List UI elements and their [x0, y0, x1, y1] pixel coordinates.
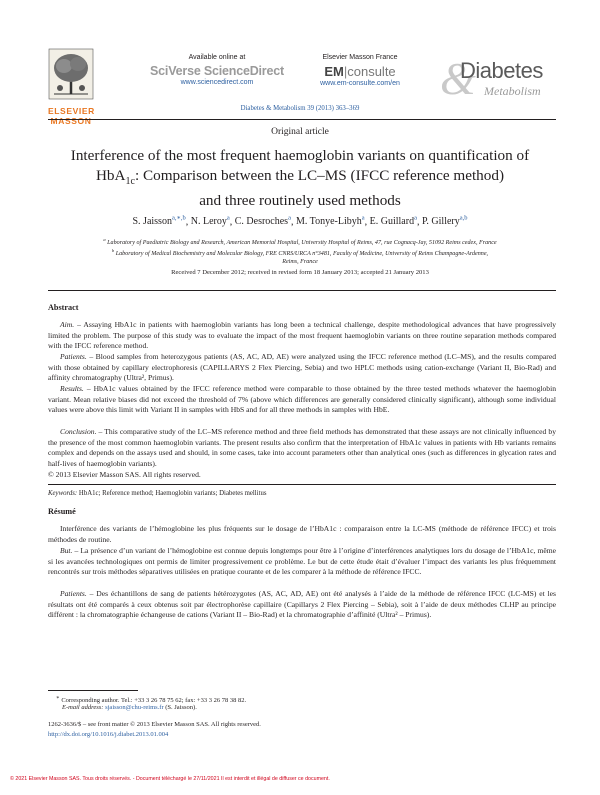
sciverse-logo-text: SciVerse ScienceDirect — [150, 64, 284, 78]
affiliation-a: $^a$ Laboratory of Paediatric Biology and Research, American Memorial Hospital, University Hospital of Reims, 47, rue Cognacq-Jay, 51092 Reims cedex, France — [103, 237, 497, 247]
em-top-label: Elsevier Masson France — [322, 54, 398, 61]
author-3: C. Desroches$^a$ — [234, 215, 291, 228]
keywords-text: HbA1c; Reference method; Haemoglobin variants; Diabetes mellitus — [78, 490, 267, 497]
title-divider — [48, 290, 556, 291]
abstract-aim — [48, 320, 556, 352]
author-4: M. Tonye-Libyh$^a$ — [295, 215, 365, 228]
resume-title: Interférence des variants de l’hémoglobine les plus fréquents sur le dosage de l’HbA1c : comparaison entre la LC-MS (méthode de référence IFCC) et trois méthodes de routine. — [48, 524, 556, 544]
header-divider — [48, 119, 556, 120]
author-1: S. Jaisson$^{a,∗,b}$ — [132, 215, 186, 228]
abstract-results — [48, 384, 556, 416]
em-logo-left: EM — [324, 64, 344, 79]
aim-text: – Assaying HbA1c in patients with haemoglobin variants has long been a technical challenge, despite methodological advances that have progressively limited the problem. The purpose of this study was to evaluate the impact of the most frequent haemoglobin variants on three routine separation methods compared with the IFCC reference method. — [48, 320, 556, 351]
corr-text: Corresponding author. Tel.: +33 3 26 78 75 62; fax: +33 3 26 78 38 82. — [61, 697, 247, 705]
corr-mark: ∗ — [56, 695, 60, 701]
author-6: P. Gillery$^{a,b}$ — [421, 215, 468, 228]
abstract-copyright: © 2013 Elsevier Masson SAS. All rights reserved. — [48, 470, 201, 479]
email-label: E-mail address: — [62, 704, 104, 711]
keywords-line — [48, 489, 556, 500]
diabetes-metabolism-logo — [440, 53, 560, 104]
affiliation-b-city: Reims, France — [282, 259, 318, 266]
author-5: E. Guillard$^a$ — [369, 215, 417, 228]
available-online-label: Available online at — [188, 54, 246, 61]
article-title — [30, 146, 570, 211]
journal-logo-ampersand: & — [440, 53, 476, 104]
title-line-3: and three routinely used methods — [199, 192, 401, 210]
issn-line: 1262-3636/$ – see front matter © 2013 Elsevier Masson SAS. All rights reserved. — [48, 721, 261, 728]
affiliations — [40, 236, 560, 267]
em-consulte-url[interactable]: www.em-consulte.com/en — [320, 80, 400, 87]
title-line-2 — [30, 166, 570, 192]
conclusion-text: – This comparative study of the LC–MS reference method and three field methods has demonstrated that these assays are not clinically influenced by the presence of the most common haemoglobin variants. The present results also confirm that the interpretation of HbA1c values in patients with Hb variants remains complex and depends on the assays used and should, in some cases, take into account parameters other than analytical ones (such as differences in glycation rates and half-lives of haemoglobin variants). — [48, 427, 556, 469]
author-list: S. Jaisson$^{a,∗,b}$, N. Leroy$^a$, C. Desroches$^a$, M. Tonye-Libyh$^a$, E. Guillard$^a$, P. Gillery$^{a,b}$ — [132, 215, 468, 228]
abstract-conclusion — [48, 427, 556, 470]
journal-logo-word: Diabetes — [460, 58, 543, 83]
author-2: N. Leroy$^a$ — [190, 215, 230, 228]
but-label: But. — [60, 546, 73, 555]
abstract-patients — [48, 352, 556, 384]
patients-text: – Blood samples from heterozygous patients (AS, AC, AD, AE) were analyzed using the IFCC reference method (LC–MS), and the results compared with those obtained by capillary electrophoresis (CAPILLARYS 2 Flex Piercing, Sebia) and two HPLC methods using cation-exchange (Variant II, Bio-Rad) and affinity chromatography (Ultra², Primus). — [48, 352, 556, 383]
journal-citation[interactable]: Diabetes & Metabolism 39 (2013) 363–369 — [240, 105, 360, 112]
em-logo-right: consulte — [347, 64, 396, 79]
resume-but — [48, 546, 556, 578]
email-link[interactable]: sjaisson@chu-reims.fr — [105, 704, 164, 711]
affiliation-b: $^b$ Laboratory of Medical Biochemistry and Molecular Biology, FRE CNRS/URCA n°3481, Faculty of Medicine, University of Reims Champagne-Ardenne, — [111, 248, 489, 258]
email-suffix: (S. Jaisson). — [163, 704, 197, 711]
keywords-label: Keywords: — [48, 490, 78, 497]
elsevier-wordmark: ELSEVIER — [48, 106, 95, 116]
results-text: – HbA1c values obtained by the IFCC reference method were comparable to those obtained by the three tested methods whatever the haemoglobin variant. Mean relative biases did not exceed the threshold of 7% (above which differences are generally considered clinically significant), although some individual values were above this limit with Variant II in samples with HbS and for all three methods in samples with HbE. — [48, 384, 556, 415]
resume-heading: Résumé — [48, 507, 76, 516]
sciencedirect-url[interactable]: www.sciencedirect.com — [180, 79, 254, 86]
title-hba-sub: 1c — [125, 175, 135, 187]
abstract-divider — [48, 484, 556, 485]
title-hba: HbA — [95, 166, 126, 184]
resume-patients — [48, 589, 556, 621]
resume-patients-label: Patients. — [60, 589, 87, 598]
title-line-2-rest: : Comparison between the LC–MS (IFCC reference method) — [134, 166, 505, 184]
doi-link[interactable]: http://dx.doi.org/10.1016/j.diabet.2013.01.004 — [48, 731, 169, 738]
resume-patients-text: – Des échantillons de sang de patients hétérozygotes (AS, AC, AD, AE) ont été analysés à l’aide de la méthode de référence IFCC (LC-MS) et les résultats ont été comparés à ceux obtenus soit par électrophorèse capillaire (Capillarys 2 Flex Piercing – Sebia), soit à l’aide de deux méthodes CLHP au principe différent : la chromatographie échangeuse de cations (Variant II – Bio-Rad) et la chromatographie d’affinité (Ultra² – Primus). — [48, 589, 556, 620]
article-type: Original article — [271, 127, 329, 137]
patients-label: Patients. — [60, 352, 87, 361]
email-line — [62, 704, 197, 711]
footnote-rule — [48, 690, 138, 691]
title-line-1: Interference of the most frequent haemoglobin variants on quantification of — [70, 147, 530, 164]
em-consulte-block[interactable] — [300, 54, 420, 87]
em-consulte-logo: EM|consulte — [324, 64, 396, 79]
aim-label: Aim. — [60, 320, 75, 329]
received-dates: Received 7 December 2012; received in revised form 18 January 2013; accepted 21 January 2013 — [171, 269, 429, 276]
journal-logo-sub: Metabolism — [484, 84, 541, 98]
sciencedirect-block[interactable] — [142, 54, 292, 86]
but-text: – La présence d’un variant de l’hémoglobine est connue depuis longtemps pour être à l’origine d’interférences analytiques lors du dosage de l’HbA1c, même si les avancées technologiques ont permis de limiter progressivement ce problème. Le but de cette étude était d’évaluer l’impact des variants les plus fréquemment rencontrés sur trois méthodes séparatives utilisées en pratique courante et de les comparer à la méthode de référence IFCC. — [48, 546, 556, 577]
conclusion-label: Conclusion. — [60, 427, 97, 436]
download-watermark: © 2021 Elsevier Masson SAS. Tous droits réservés. - Document téléchargé le 27/11/2021 Il est interdit et illégal de diffuser ce document. — [10, 776, 330, 782]
results-label: Results. — [60, 384, 84, 393]
abstract-heading: Abstract — [48, 303, 79, 312]
elsevier-tree-icon — [48, 48, 94, 100]
masson-wordmark: MASSON — [50, 116, 92, 126]
